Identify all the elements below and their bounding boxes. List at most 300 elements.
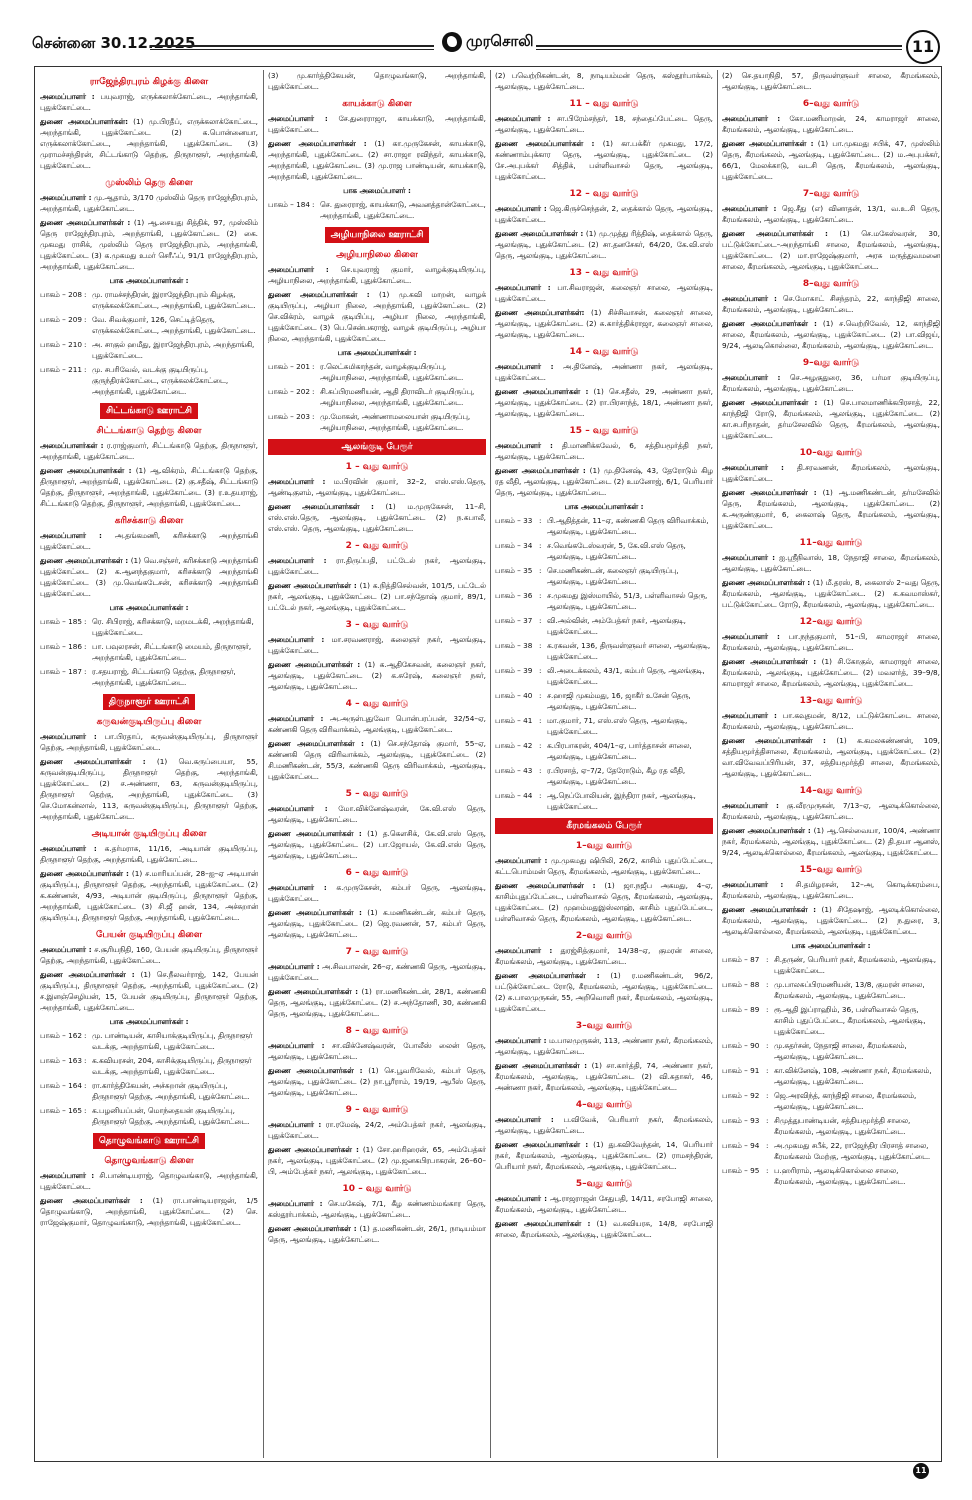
entry-text: ஆ.ராஜராஜன் சேதுபதி, 14/11, சரபோஜி சாலை, கீரமங்கலம், ஆலங்குடி, புதுக்கோட்டை. [495, 1194, 713, 1214]
entry-label: துணை அமைப்பாளர்கள் : [722, 736, 826, 745]
entry-text: (1) சோ.ஹரிஹரன், 65, அம்பேத்கர் நகர், ஆலங்குடி, புதுக்கோட்டை (2) மு.ஜனகபிரபாகரன், 26–60–பி, அம்பேத்கர் நகர், ஆலங்குடி, புதுக்கோட்டை. [268, 1145, 486, 1176]
entry-label: துணை அமைப்பாளர்கள் : [268, 829, 362, 838]
entry-text: பா.கவுதமன், 8/12, பட்டுக்கோட்டை சாலை, கீரமங்கலம், ஆலங்குடி, புதுக்கோட்டை. [722, 711, 940, 731]
entry-label: அமைப்பாளர் : [268, 114, 328, 123]
booth-number: பாகம் – 37 [495, 616, 533, 625]
entry-paragraph [495, 307, 713, 340]
entry-text: (1) ரா.மணிகண்டன், 28/1, கண்ணகி தெரு, ஆலங்குடி, புதுக்கோட்டை (2) ச.அந்தோணி, 30, கண்ணகி தெரு, ஆலங்குடி, புதுக்கோட்டை. [268, 987, 486, 1018]
section-heading: தொழுவங்காடு கிளை [104, 1156, 194, 1166]
entry-label: துணை அமைப்பாளர்கள் : [722, 578, 811, 587]
entry-text: (1) கா.பக்கீர் முகமது, 17/2, சுண்ணாம்புக்கார தெரு, ஆலங்குடி, புதுக்கோட்டை (2) சே.அபுபக்கர் சித்திக், பள்ளிவாசல் தெரு, ஆலங்குடி, புதுக்கோட்டை. [495, 139, 713, 181]
entry-text: ஜெ.கிருச்செந்தன், 2, தைக்கால் தெரு, ஆலங்குடி, புதுக்கோட்டை. [495, 204, 713, 224]
booth-detail: மு.பாலசுப்பிரமணியன், 13/8, குமரன் சாலை, கீரமங்கலம், ஆலங்குடி, புதுக்கோட்டை. [774, 980, 925, 1000]
entry-paragraph [40, 555, 258, 599]
entry-text: ச.சூரியநிதி, 160, பேயன் குடியிருப்பு, திருநாளூர் தெற்கு, அறந்தாங்கி, புதுக்கோட்டை. [40, 945, 258, 965]
booth-detail: செ. துரைராஜ், காயக்காடு, அவனத்தான்கோட்டை, அறந்தாங்கி, புதுக்கோட்டை. [320, 200, 486, 220]
entry-label: அமைப்பாளர் : [40, 1171, 95, 1180]
entry-paragraph [722, 372, 940, 394]
entry-text: பா.நந்தகுமார், 51–பி, காமராஜர் சாலை, கீரமங்கலம், ஆலங்குடி, புதுக்கோட்டை. [722, 632, 940, 652]
masthead [0, 0, 972, 62]
booth-detail: லி.அடைக்கலம், 43/1, கம்பர் தெரு, ஆலங்குடி, புதுக்கோட்டை. [547, 666, 705, 686]
entry-label: துணை அமைப்பாளர்கள் : [495, 1219, 591, 1228]
entry-text: மோ.விக்னேஷ்வரன், கே.வி.எஸ் தெரு, ஆலங்குடி, புதுக்கோட்டை. [268, 804, 486, 824]
entry-paragraph [268, 1144, 486, 1177]
entry-text: (1) க.நித்திசெல்வன், 101/5, பட்டேல் நகர், ஆலங்குடி, புதுக்கோட்டை (2) பா.சந்தோஷ் குமார், 89/1, பட்டேல் நகர், ஆலங்குடி, புதுக்கோட்டை. [268, 581, 486, 612]
booth-row [495, 590, 713, 612]
entry-text: (1) வெ.சஞ்சர், கரிசக்காடு அறந்தாங்கி புதுக்கோட்டை (2) க.ஆனந்தகுமார், கரிசக்காடு அறந்தாங்கி புதுக்கோட்டை (3) மு.வெங்கடேசன், கரிசக்காடு அறந்தாங்கி புதுக்கோட்டை. [40, 556, 258, 598]
sub-heading: பாக அமைப்பாளர்கள் : [791, 941, 871, 950]
booth-detail: பி.ஆதித்தன், 11–ஏ, கண்ணகி தெரு விரிவாக்கம், ஆலங்குடி, புதுக்கோட்டை. [547, 516, 709, 536]
booth-colon: : [84, 1031, 87, 1040]
entry-text: (1) செ.சதீஸ், 29, அண்ணா நகர், ஆலங்குடி, புதுக்கோட்டை (2) ரா.பிரசாந்த், 18/1, அண்ணா நகர், ஆலங்குடி, புதுக்கோட்டை. [495, 387, 713, 418]
entry-label: அமைப்பாளர் : [268, 265, 329, 274]
booth-row [40, 339, 258, 361]
entry-label: துணை அமைப்பாளர்கள் : [40, 869, 129, 878]
entry-paragraph [268, 580, 486, 613]
entry-paragraph [722, 800, 940, 822]
section-banner: கீரமங்கலம் பேரூர் [495, 818, 713, 834]
booth-detail: ரூ.ஆதி இப்ராஹிம், 36, பள்ளிவாசல் தெரு, காசிம் புதுப்பேட்டை, கீரமங்கலம், ஆலங்குடி, புதுக்கோட்டை. [774, 1005, 926, 1036]
sub-heading: பாக அமைப்பாளர் : [343, 186, 411, 195]
entry-label: துணை அமைப்பாளர்கள் : [722, 398, 818, 407]
booth-colon: : [84, 1106, 87, 1115]
entry-paragraph [40, 1195, 258, 1228]
booth-colon: : [766, 1141, 769, 1150]
entry-label: அமைப்பாளர்கள் : [40, 441, 104, 450]
entry-label: துணை அமைப்பாளர்கள் : [495, 1140, 589, 1149]
entry-text: (1) மீ.தரஸ், 8, கைலாஸ் 2–வது தெரு, கீரமங்கலம், ஆலங்குடி, புதுக்கோட்டை. (2) க.கவமாஸ்கர், பட்டுக்கோட்டை ரோடு, கீரமங்கலம், ஆலங்குடி, புதுக்கோட்டை. [722, 578, 940, 609]
entry-paragraph [40, 192, 258, 214]
entry-text: (1) வ.கவியரசு, 14/8, சரபோஜி சாலை, கீரமங்கலம், ஆலங்குடி, புதுக்கோட்டை. [495, 1219, 713, 1239]
entry-label: துணை அமைப்பாளர்கள் : [268, 290, 370, 299]
entry-label: அமைப்பாளர் : [40, 945, 92, 954]
section-banner: சிட்டங்காடு ஊராட்சி [100, 403, 198, 419]
entry-text: தி.சரவணன், கீரமங்கலம், ஆலங்குடி, புதுக்கோட்டை. [722, 463, 940, 483]
entry-text: ர.ராஜ்குமார், சிட்டங்காடு தெற்கு, திருநாளூர், அறந்தாங்கி, புதுக்கோட்டை. [40, 441, 258, 461]
booth-row [40, 641, 258, 663]
booth-detail: ப.ஹரிராம், ஆலடிக்கொல்லை சாலை, கீரமங்கலம், ஆலங்குடி, புதுக்கோட்டை. [774, 1166, 906, 1186]
booth-number: பாகம் – 40 [495, 691, 533, 700]
entry-paragraph [268, 828, 486, 861]
entry-paragraph [495, 465, 713, 498]
entry-label: துணை அமைப்பாளர்கள் : [268, 1066, 363, 1075]
entry-paragraph [722, 735, 940, 779]
entry-label: அமைப்பாளர் : [495, 1036, 547, 1045]
entry-label: துணை அமைப்பாளர்கள்: [495, 308, 585, 317]
entry-label: துணை அமைப்பாளர்கள் : [268, 908, 362, 917]
booth-number: பாகம் – 88 [722, 980, 760, 989]
entry-paragraph [722, 397, 940, 441]
section-heading: 11–வது வார்டு [799, 538, 863, 548]
booth-detail: அ.முகமது சபீக், 22, ராஜேந்திர பிரசாத் சாலை, கீரமங்கலம் மேற்கு, ஆலங்குடி, புதுக்கோட்டை. [774, 1141, 931, 1161]
booth-row [495, 715, 713, 737]
booth-row [40, 666, 258, 688]
column-3 [495, 70, 713, 1458]
entry-text: (1) சா.கார்த்தி, 74, அண்ணா நகர், கீரமங்கலம், ஆலங்குடி, புதுக்கோட்டை (2) வி.சுதாகர், 46, அண்ணா நகர், கீரமங்கலம், ஆலங்குடி, புதுக்கோட்டை. [495, 1061, 713, 1092]
entry-label: அமைப்பாளர் : [722, 463, 784, 472]
booth-detail: ர.சதயராஜ், சிட்டங்காடு தெற்கு, திருநாளூர், அறந்தாங்கி, புதுக்கோட்டை. [92, 667, 236, 687]
entry-paragraph [268, 289, 486, 344]
sub-heading: பாக அமைப்பாளர்கள் : [337, 348, 417, 357]
section-heading: 12–வது வார்டு [799, 617, 863, 627]
entry-paragraph [495, 1114, 713, 1136]
page-number-badge: 11 [906, 30, 940, 64]
entry-label: துணை அமைப்பாளர்கள் : [40, 218, 131, 227]
entry-paragraph [268, 634, 486, 656]
booth-detail: மு.மோகன், அண்ணாமலையான் குடியிருப்பு, அழியாநிலை, அறந்தாங்கி, புதுக்கோட்டை. [320, 412, 471, 432]
entry-paragraph [495, 855, 713, 877]
entry-text: (1) ம.முருகேசன், 11–சி, எஸ்.எஸ்.தெரு, ஆலங்குடி, புதுக்கோட்டை (2) ந.கபாலீ, எஸ்.எஸ். தெரு, ஆலங்குடி, புதுக்கோட்டை. [268, 502, 486, 533]
entry-text: தி.மாணிக்கவேல், 6, சத்தியமூர்த்தி நகர், ஆலங்குடி, புதுக்கோட்டை. [495, 441, 713, 461]
entry-paragraph [722, 631, 940, 653]
entry-paragraph [268, 555, 486, 577]
entry-text: (1) வெ.கருப்பையா, 55, கருவன்குடியிருப்பு, திருநாளூர் தெற்கு, அறந்தாங்கி, புதுக்கோட்டை (2) ச.அண்ணா, 63, கருவன்குடியிருப்பு, திருநாளூர் தெற்கு, அறந்தாங்கி, புதுக்கோட்டை (3) செ.மோகன்லால், 113, கருவன்குடியிருப்பு, திருநாளூர் தெற்கு, அறந்தாங்கி, புதுக்கோட்டை. [40, 757, 258, 821]
entry-paragraph [722, 70, 940, 92]
entry-paragraph [268, 713, 486, 735]
entry-paragraph [268, 738, 486, 782]
booth-number: பாகம் – 208 [40, 290, 82, 299]
booth-row [495, 790, 713, 812]
booth-detail: க.பழனியப்பன், மொந்தையன் குடியிருப்பு, திருநாளூர் தெற்கு, அறந்தாங்கி, புதுக்கோட்டை. [92, 1106, 250, 1126]
entry-text: (2) செ.தயாநிதி, 57, திருவள்ளுவர் சாலை, கீரமங்கலம், ஆலங்குடி, புதுக்கோட்டை. [722, 71, 940, 91]
entry-text: ப.விவேக், பெரியார் நகர், கீரமங்கலம், ஆலங்குடி, புதுக்கோட்டை. [495, 1115, 713, 1135]
booth-colon: : [539, 516, 542, 525]
column-2 [268, 70, 486, 1458]
booth-colon: : [312, 412, 315, 421]
section-banner: தொழுவங்காடு ஊராட்சி [93, 1133, 205, 1149]
masthead-rule-left [150, 45, 434, 50]
sub-heading: பாக அமைப்பாளர்கள் : [109, 1017, 189, 1026]
entry-text: (1) சிச்சிவாசன், கலைஞர் சாலை, ஆலங்குடி, புதுக்கோட்டை (2) சு.கார்த்திக்ராஜா, கலைஞர் சாலை, ஆலங்குடி, புதுக்கோட்டை. [495, 308, 713, 339]
booth-row [268, 411, 486, 433]
entry-text: (1) ரா.பாண்டியராஜன், 1/5 தொழுவங்காடு, அறந்தாங்கி, புதுக்கோட்டை. (2) செ. ராஜேஷ்குமார், தொழுவங்காடு, அறந்தாங்கி, புதுக்கோட்டை. [40, 1196, 258, 1227]
booth-detail: ர.லெட்சுமிகாந்தன், வாழக்குடியிருப்பு, அழியாநிலை, அறந்தாங்கி, புதுக்கோட்டை. [320, 362, 464, 382]
booth-number: பாகம் – 35 [495, 566, 533, 575]
entry-text: (1) மு.கவி மாறன், வாழக் குடியிருப்பு, அழியா நிலை, அறந்தாங்கி, புதுக்கோட்டை (2) செ.விக்ரம், வாழக் குடியிப்பு, அழியா நிலை, அறந்தாங்கி, புதுக்கோட்டை (3) பெ.சென்பகராஜ், வாழக் குடியிருப்பு, அழியா நிலை, அறந்தாங்கி, புதுக்கோட்டை. [268, 290, 486, 343]
entry-text: (1) செ.மகேஸ்வரன், 30, பட்டுக்கோட்டை–அறந்தாங்கி சாலை, கீரமங்கலம், ஆலங்குடி, புதுக்கோட்டை. (2) மா.ராஜேஷ்குமார், அரசு மருத்துவமனை சாலை, கீரமங்கலம், ஆலங்குடி, புதுக்கோட்டை. [722, 229, 940, 271]
entry-paragraph [495, 970, 713, 1014]
entry-paragraph [40, 91, 258, 113]
entry-label: துணை அமைப்பாளர்கள் : [40, 1196, 143, 1205]
entry-label: அமைப்பாளர் : [268, 1199, 323, 1208]
booth-number: பாகம் – 33 [495, 516, 533, 525]
section-heading: அழியாநிலை கிளை [336, 250, 418, 260]
section-heading: 7 – வது வார்டு [345, 947, 409, 957]
entry-text: (1) ஜா.நஜீப அகமது, 4–ஏ, காசிம்புதுப்பேட்டை, பள்ளிவாசல் தெரு, கீரமங்கலம், ஆலங்குடி, புதுக்கோட்டை (2) முஹம்மதுஇஸ்லாஹ், காசிம் புதுப்பேட்டை, பள்ளிவாசல் தெரு, கீரமங்கலம், ஆலங்குடி, புதுக்கோட்டை. [495, 881, 713, 923]
section-heading: 3–வது வார்டு [575, 1021, 633, 1031]
entry-label: துணை அமைப்பாளர்கள் : [722, 826, 811, 835]
booth-row [495, 640, 713, 662]
entry-paragraph [268, 882, 486, 904]
entry-text: (2) பவெற்றிகண்டன், 8, நாடியம்மன் தெரு, கஸ்தூர்பாக்கம், ஆலங்குடி, புதுக்கோட்டை. [495, 71, 713, 91]
entry-paragraph [268, 803, 486, 825]
entry-label: துணை அமைப்பாளர்கள் : [268, 1224, 357, 1233]
entry-text: அ.அருள்புதுவோ பொன்பரப்பன், 32/54–ஏ, கண்ணகி தெரு விரிவாக்கம், ஆலங்குடி, புதுக்கோட்டை. [268, 714, 486, 734]
entry-paragraph [40, 969, 258, 1013]
booth-row [495, 690, 713, 712]
booth-detail: மு. சபரிவேல், வடக்கு குடியிருப்பு, குருந்திரக்கோட்டை, எருக்கலக்கோட்டை, அறந்தாங்கி, புதுக்கோட்டை. [92, 365, 229, 396]
entry-text: (1) ஆ.செல்வையா, 100/4, அண்ணா நகர், கீரமங்கலம், ஆலங்குடி, புதுக்கோட்டை. (2) தி.தயா ஆனஸ், 9/24, ஆலடிக்கொல்லை, கீரமங்கலம், ஆலங்குடி, புதுக்கோட்டை. [722, 826, 940, 857]
entry-paragraph [495, 361, 713, 383]
entry-paragraph [268, 1040, 486, 1062]
booth-number: பாகம் – 165 [40, 1106, 82, 1115]
entry-label: அமைப்பாளர் : [722, 553, 776, 562]
booth-row [268, 361, 486, 383]
booth-detail: பா. பவுலரசன், சிட்டங்காடு மையம், திருநாளூர், அறந்தாங்கி, புதுக்கோட்டை. [92, 642, 252, 662]
booth-detail: ஜெ.அரவிந்த், காந்திஜி சாலை, கீரமங்கலம், ஆலங்குடி, புதுக்கோட்டை. [774, 1091, 917, 1111]
booth-number: பாகம் – 90 [722, 1041, 760, 1050]
entry-paragraph [722, 710, 940, 732]
section-heading: 8–வது வார்டு [802, 279, 860, 289]
entry-label: அமைப்பாளர் : [495, 1194, 548, 1203]
entry-text: (1) ஆ.மணிகண்டன், தர்மசேவில் தெரு, கீரமங்கலம், ஆலங்குடி, புதுக்கோட்டை. (2) க.அருண்குமார், 6, கைலாஷ் தெரு, கீரமங்கலம், ஆலங்குடி, புதுக்கோட்டை. [722, 488, 940, 530]
booth-colon: : [766, 1041, 769, 1050]
booth-colon: : [312, 200, 315, 209]
column-divider [717, 70, 718, 1458]
section-heading: 5 – வது வார்டு [345, 789, 409, 799]
booth-row [495, 615, 713, 637]
entry-text: செ.யுவராஜ் குமார், வாழக்குடியிருப்பு, அழியாநிலை, அறந்தாங்கி, புதுக்கோட்டை. [268, 265, 486, 285]
entry-paragraph [268, 1119, 486, 1141]
footer-page-number: 11 [913, 1463, 929, 1479]
booth-detail: ச.முகமது இஸ்மாயில், 51/3, பள்ளிவாசல் தெரு, ஆலங்குடி, புதுக்கோட்டை. [547, 591, 708, 611]
entry-label: துணை அமைப்பாளர்கள் : [722, 139, 814, 148]
entry-paragraph [40, 116, 258, 171]
booth-colon: : [539, 741, 542, 750]
entry-label: துணை அமைப்பாளர்கள் : [268, 739, 364, 748]
booth-number: பாகம் – 203 [268, 412, 310, 421]
entry-label: அமைப்பாளர் : [40, 732, 97, 741]
booth-detail: மு. ராமச்சந்திரன், இராஜேந்திரபுரம் கிழக்கு, எருக்கலக்கோட்டை, அறந்தாங்கி, புதுக்கோட்டை. [92, 290, 256, 310]
entry-paragraph [495, 440, 713, 462]
entry-text: (1) செ.பூவரிவேல், கம்பர் தெரு, ஆலங்குடி, புதுக்கோட்டை (2) நா.பூரீராம், 19/19, ஆபீஸ் தெரு, ஆலங்குடி, புதுக்கோட்டை. [268, 1066, 486, 1097]
booth-detail: ஆ.நெப்போலியன், இந்திரா நகர், ஆலங்குடி, புதுக்கோட்டை. [547, 791, 696, 811]
booth-colon: : [539, 566, 542, 575]
entry-text: (1) மு.பிரதீப், எருக்கலாக்கோட்டை, அறந்தாங்கி, புதுக்கோட்டை (2) க.பொன்னையா, எருக்கலாக்கோட்டை, அறந்தாங்கி, புதுக்கோட்டை (3) முராமச்சந்திரன், சிட்டங்காடு தெற்கு, திருநாளூர், அறந்தாங்கி, புதுக்கோட்டை. [40, 117, 258, 170]
entry-text: ஐ.ஸ்ரீநிவாஸ், 18, நேதாஜி சாலை, கீரமங்கலம், ஆலங்குடி, புதுக்கோட்டை. [722, 553, 940, 573]
entry-label: அமைப்பாளர் : [268, 1120, 322, 1129]
booth-colon: : [84, 617, 87, 626]
booth-number: பாகம் – 92 [722, 1091, 760, 1100]
section-heading: 10–வது வார்டு [799, 448, 863, 458]
booth-row [722, 1165, 940, 1187]
section-heading: முஸ்லிம் தெரு கிளை [105, 178, 193, 188]
booth-number: பாகம் – 164 [40, 1081, 82, 1090]
entry-text: (1) ர.மணிகண்டன், 96/2, பட்டுக்கோட்டை ரோடு, கீரமங்கலம், ஆலங்குடி, புதுக்கோட்டை. (2) சு.பாலமுருகன், 55, அறிவொளி நகர், கீரமங்கலம், ஆலங்குடி, புதுக்கோட்டை. [495, 971, 713, 1013]
booth-row [495, 765, 713, 787]
entry-paragraph [40, 465, 258, 509]
entry-paragraph [268, 1065, 486, 1098]
booth-colon: : [766, 1116, 769, 1125]
booth-colon: : [84, 1081, 87, 1090]
entry-label: அமைப்பாளர் : [268, 962, 320, 971]
entry-text: செ.அழகுதுரை, 36, பர்மா குடியிருப்பு, கீரமங்கலம், ஆலங்குடி, புதுக்கோட்டை. [722, 373, 940, 393]
booth-number: பாகம் – 186 [40, 642, 82, 651]
section-heading: 13–வது வார்டு [799, 696, 863, 706]
entry-text: செ.மோகாட் சிசந்தரம், 22, காந்திஜி சாலை, கீரமங்கலம், ஆலங்குடி, புதுக்கோட்டை. [722, 294, 940, 314]
entry-paragraph [40, 440, 258, 462]
entry-text: பா.சிவராஜன், கலைஞர் சாலை, ஆலங்குடி, புதுக்கோட்டை. [495, 283, 713, 303]
booth-number: பாகம் – 162 [40, 1031, 82, 1040]
section-heading: 15–வது வார்டு [799, 865, 863, 875]
entry-label: துணை அமைப்பாளர்கள் : [722, 319, 817, 328]
entry-label: அமைப்பாளர் : [722, 632, 780, 641]
booth-colon: : [539, 591, 542, 600]
entry-paragraph [722, 904, 940, 937]
entry-label: துணை அமைப்பாளர்கள் : [495, 387, 589, 396]
entry-paragraph [495, 945, 713, 967]
entry-paragraph [495, 1218, 713, 1240]
booth-row [722, 1090, 940, 1112]
entry-label: அமைப்பாளர் : [722, 880, 784, 889]
entry-text: (1) செ.சந்தோஷ் குமார், 55–ஏ, கண்ணகி தெரு விரிவாக்கம், ஆலங்குடி, புதுக்கோட்டை (2) சி.மணிகண்டன், 55/3, கண்ணகி தெரு விரிவாக்கம், ஆலங்குடி, புதுக்கோட்டை. [268, 739, 486, 781]
entry-paragraph [268, 961, 486, 983]
entry-paragraph [722, 577, 940, 610]
entry-paragraph [495, 1193, 713, 1215]
booth-detail: சி.தருண், பெரியார் நகர், கீரமங்கலம், ஆலங்குடி, புதுக்கோட்டை. [774, 955, 937, 975]
section-heading: 15 – வது வார்டு [569, 426, 639, 436]
column-divider [490, 70, 491, 1458]
entry-label: அமைப்பாளர் : [268, 883, 327, 892]
booth-detail: ரா.கார்த்திகேயன், அச்சுறான் குடியிருப்பு, திருநாளூர் தெற்கு, அறந்தாங்கி, புதுக்கோட்டை. [92, 1081, 250, 1101]
entry-paragraph [722, 462, 940, 484]
entry-paragraph [268, 70, 486, 92]
entry-label: அமைப்பாளர் : [495, 946, 553, 955]
booth-colon: : [766, 955, 769, 964]
booth-row [495, 540, 713, 562]
entry-label: அமைப்பாளர் : [722, 373, 781, 382]
entry-text: க.முருகேசன், கம்பர் தெரு, ஆலங்குடி, புதுக்கோட்டை. [268, 883, 486, 903]
booth-detail: மு. பாண்டியன், காசியாக்குடியிருப்பு, திருநாளூர் வடக்கு, அறந்தாங்கி, புதுக்கோட்டை. [92, 1031, 253, 1051]
booth-row [722, 1065, 940, 1087]
entry-label: அமைப்பாளர் : [495, 204, 547, 213]
section-banner: ஆலங்குடி பேரூர் [268, 439, 486, 455]
booth-row [40, 289, 258, 311]
entry-label: அமைப்பாளர் : [268, 556, 327, 565]
booth-row [40, 1105, 258, 1127]
entry-label: துணை அமைப்பாளர்கள் : [268, 1145, 359, 1154]
booth-colon: : [312, 387, 315, 396]
section-heading: 7–வது வார்டு [802, 189, 860, 199]
entry-text: (1) க.ஆதிகேசவன், கலைஞர் நகர், ஆலங்குடி, புதுக்கோட்டை (2) க.சுரேஷ், கலைஞர் நகர், ஆலங்குடி, புதுக்கோட்டை. [268, 660, 486, 691]
booth-row [40, 364, 258, 397]
entry-paragraph [268, 1223, 486, 1245]
section-heading: 8 – வது வார்டு [345, 1026, 409, 1036]
entry-label: அமைப்பாளர் : [722, 204, 777, 213]
column-4 [722, 70, 940, 1458]
entry-text: (1) மு.முத்து ரித்திஷ், தைக்கால் தெரு, ஆலங்குடி, புதுக்கோட்டை (2) சா.தனசேகர், 64/20, கே.வி.எஸ் தெரு, ஆலங்குடி, புதுக்கோட்டை. [495, 229, 713, 260]
entry-text: பா.பிரதாப், கருவன்குடியிருப்பு, திருநாளூர் தெற்கு, அறந்தாங்கி, புதுக்கோட்டை. [40, 732, 258, 752]
entry-label: துணை அமைப்பாளர்கள் : [40, 757, 146, 766]
entry-text: க.தர்மராசு, 11/16, அடியான் குடியிருப்பு, திருநாளூர் தெற்கு, அறந்தாங்கி, புதுக்கோட்டை. [40, 844, 258, 864]
entry-paragraph [495, 138, 713, 182]
sub-heading: பாக அமைப்பாளர்கள் : [109, 603, 189, 612]
entry-paragraph [722, 656, 940, 689]
entry-text: (1) சி.கோகுல், காமராஜர் சாலை, கீரமங்கலம், ஆலங்குடி, புதுக்கோட்டை. (2) மவளர்த், 39–9/8, காமராஜர் சாலை, கீரமங்கலம், ஆலங்குடி, புதுக்கோட்டை. [722, 657, 940, 688]
entry-label: அமைப்பாளர் : [268, 804, 328, 813]
entry-paragraph [40, 756, 258, 822]
brand-name: முரசொலி [466, 32, 534, 50]
entry-label: அமைப்பாளர் : [268, 714, 324, 723]
entry-text: துரஜ்சித்குமார், 14/38–ஏ, குமரன் சாலை, கீரமங்கலம், ஆலங்குடி, புதுக்கோட்டை. [495, 946, 713, 966]
booth-colon: : [539, 641, 542, 650]
section-heading: 9 – வது வார்டு [345, 1105, 409, 1115]
entry-paragraph [268, 1198, 486, 1220]
section-heading: 11 – வது வார்டு [569, 99, 639, 109]
column-divider [263, 70, 264, 1458]
entry-paragraph [722, 552, 940, 574]
entry-text: (1) ஆ.விக்ரம், சிட்டங்காடு தெற்கு, திருநாளூர், அறந்தாங்கி, புதுக்கோட்டை (2) கு.சதீஷ், சிட்டங்காடு தெற்கு, திருநாளூர், அறந்தாங்கி, புதுக்கோட்டை (3) ர.உதயராஜ், சிட்டங்காடு தெற்கு, திருநாளூர், அறந்தாங்கி, புதுக்கோட்டை. [40, 466, 258, 508]
entry-text: (1) க.மணிகண்டன், கம்பர் தெரு, ஆலங்குடி, புதுக்கோட்டை (2) ஜெ.ரவணன், 57, கம்பர் தெரு, ஆலங்குடி, புதுக்கோட்டை. [268, 908, 486, 939]
booth-colon: : [84, 290, 87, 299]
entry-text: (1) து.கவிவேந்தன், 14, பெரியார் நகர், கீரமங்கலம், ஆலங்குடி, புதுக்கோட்டை (2) ராமசந்திரன், பெரியார் நகர், கீரமங்கலம், ஆலங்குடி, புதுக்கோட்டை. [495, 1140, 713, 1171]
entry-text: அ.தங்கமணி, கரிசக்காடு அறந்தாங்கி புதுக்கோட்டை. [40, 531, 258, 551]
booth-number: பாகம் – 43 [495, 766, 533, 775]
booth-detail: க.கவியரசன், 204, காசிக்குடியிருப்பு, திருநாளூர் வடக்கு, அறந்தாங்கி, புதுக்கோட்டை. [92, 1056, 252, 1076]
booth-colon: : [312, 362, 315, 371]
section-heading: கரிசக்காடு கிளை [114, 516, 184, 526]
booth-detail: ர.பிரசாத், ஏ–7/2, தேரோடும், கீழ ரத வீதி, ஆலங்குடி, புதுக்கோட்டை. [547, 766, 686, 786]
entry-paragraph [495, 1139, 713, 1172]
entry-label: துணை அமைப்பாளர்கள் : [495, 971, 600, 980]
booth-number: பாகம் – 201 [268, 362, 310, 371]
entry-label: துணை அமைப்பாளர்கள் : [495, 466, 586, 475]
entry-paragraph [40, 217, 258, 272]
entry-label: துணை அமைப்பாளர்கள் : [268, 660, 361, 669]
section-heading: ராஜேந்திரபுரம் கிழக்கு கிளை [89, 77, 209, 87]
section-heading: பேயன் குடியிருப்பு கிளை [96, 930, 202, 940]
entry-text: (1) ச.மாரியப்பன், 28–ஐ–ஏ அடியான் குடியிருப்பு, திருநாளூர் தெற்கு, அறந்தாங்கி, புதுக்கோட்டை (2) க.கண்ணன், 4/93, அடியான் குடியிருப்பு, திருநாளூர் தெற்கு, அறந்தாங்கி, புதுக்கோட்டை (3) சி.ஜீ ஹன், 134, அச்சுறான் குடியிருப்பு, திருநாளூர் தெற்கு, அறந்தாங்கி, புதுக்கோட்டை. [40, 869, 258, 922]
entry-text: கோ.மணிமாறன், 24, காமராஜர் சாலை, கீரமங்கலம், ஆலங்குடி, புதுக்கோட்டை. [722, 114, 940, 134]
booth-colon: : [84, 365, 87, 374]
entry-label: துணை அமைப்பாளர்கள் : [495, 139, 595, 148]
entry-paragraph [722, 203, 940, 225]
entry-paragraph [722, 113, 940, 135]
booth-row [495, 665, 713, 687]
entry-paragraph [495, 228, 713, 261]
entry-paragraph [495, 880, 713, 924]
entry-paragraph [495, 113, 713, 135]
section-heading: 13 – வது வார்டு [569, 268, 639, 278]
booth-detail: கா.விக்னேஷ், 108, அண்ணா நகர், கீரமங்கலம், ஆலங்குடி, புதுக்கோட்டை. [774, 1066, 932, 1086]
booth-row [722, 979, 940, 1001]
booth-row [40, 1030, 258, 1052]
booth-number: பாகம் – 210 [40, 340, 82, 349]
booth-detail: வி.அல்வின், அம்பேத்கர் நகர், ஆலங்குடி, புதுக்கோட்டை. [547, 616, 686, 636]
booth-detail: சிமுத்துபாண்டியன், சத்தியமூர்த்தி சாலை, கீரமங்கலம், ஆலங்குடி, புதுக்கோட்டை. [774, 1116, 911, 1136]
entry-paragraph [268, 501, 486, 534]
section-banner: அழியாநிலை ஊராட்சி [325, 227, 430, 243]
entry-paragraph [722, 138, 940, 182]
entry-paragraph [40, 868, 258, 923]
entry-label: துணை அமைப்பாளர்கள் : [722, 488, 817, 497]
entry-text: செ.மகேஷ், 7/1, கீழ கண்ணம்மங்கார தெரு, கஸ்தூர்பாக்கம், ஆலங்குடி, புதுக்கோட்டை. [268, 1199, 486, 1219]
entry-label: அமைப்பாளர் : [722, 801, 779, 810]
booth-detail: வே. சிவக்குமார், 126, செட்டித்தெரு, எருக்கலக்கோட்டை, அறந்தாங்கி, புதுக்கோட்டை. [92, 315, 256, 335]
entry-text: (1) சிதேஷாஜ், ஆலடிக்கொல்லை, கீரமங்கலம், ஆலங்குடி, புதுக்கோட்டை. (2) ந.துரை, 3, ஆலடிக்கொல்லை, கீரமங்கலம், ஆலங்குடி, புதுக்கோட்டை. [722, 905, 940, 936]
entry-paragraph [722, 825, 940, 858]
booth-number: பாகம் – 36 [495, 591, 533, 600]
booth-colon: : [539, 791, 542, 800]
booth-row [495, 565, 713, 587]
booth-colon: : [539, 691, 542, 700]
booth-number: பாகம் – 163 [40, 1056, 82, 1065]
section-heading: கருவன்குடியிருப்பு கிளை [96, 717, 202, 727]
entry-paragraph [268, 264, 486, 286]
booth-row [722, 1004, 940, 1037]
sub-heading: பாக அமைப்பாளர்கள் : [564, 502, 644, 511]
booth-colon: : [766, 1091, 769, 1100]
